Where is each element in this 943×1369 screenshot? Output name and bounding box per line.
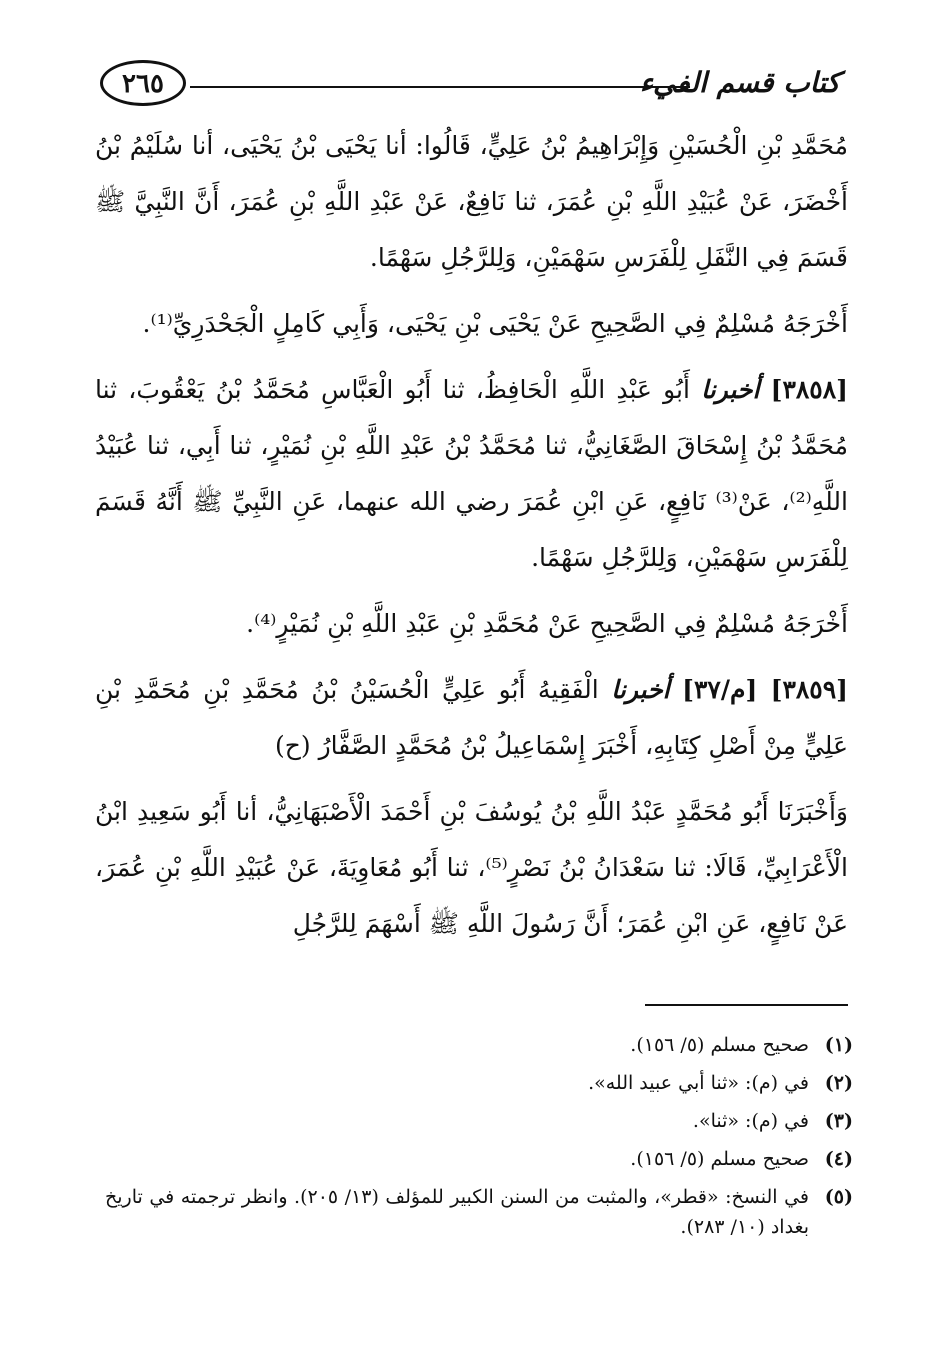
footnote-number: (٢)	[824, 1072, 853, 1094]
paragraph	[95, 596, 848, 652]
paragraph-text: الْفَقِيهُ أَبُو عَلِيٍّ الْحُسَيْنُ بْنُ مُحَمَّدِ بْنِ مُحَمَّدِ بْنِ عَلِيٍّ مِنْ أَصْلِ كِتَابِهِ، أَخْبَرَ إِسْمَاعِيلُ بْنُ مُحَمَّدٍ الصَّفَّارُ (ح)	[95, 675, 848, 760]
hadith-paragraph	[95, 662, 848, 774]
paragraph	[95, 296, 848, 352]
footnote	[105, 1144, 853, 1174]
hadith-number: [٣٨٥٩] [م/٣٧]	[682, 675, 848, 704]
footnote-text: صحيح مسلم (٥/ ١٥٦).	[630, 1034, 809, 1056]
footnote-number: (١)	[824, 1034, 853, 1056]
hadith-paragraph	[95, 362, 848, 586]
header-rule	[190, 86, 690, 88]
akhbarana-keyword: أخبرنا	[611, 675, 670, 704]
footnote-text: في (م): «ثنا».	[692, 1110, 809, 1132]
footnote	[105, 1106, 853, 1136]
paragraph	[95, 784, 848, 952]
footnote-text: في النسخ: «قطر»، والمثبت من السنن الكبير للمؤلف (١٣/ ٢٠٥). وانظر ترجمته في تاريخ بغداد (١٠/ ٢٨٣).	[105, 1186, 809, 1238]
paragraph-text: أَخْرَجَهُ مُسْلِمٌ فِي الصَّحِيحِ عَنْ مُحَمَّدِ بْنِ عَبْدِ اللَّهِ بْنِ نُمَيْرٍ⁽⁴⁾.	[246, 609, 848, 638]
footnote	[105, 1030, 853, 1060]
akhbarana-keyword: أخبرنا	[701, 375, 760, 404]
footnote-rule	[645, 1004, 848, 1006]
page-number: ٢٦٥	[100, 60, 186, 106]
footnote-text: في (م): «ثنا أبي عبيد الله».	[588, 1072, 809, 1094]
paragraph-text: وَأَخْبَرَنَا أَبُو مُحَمَّدٍ عَبْدُ اللَّهِ بْنُ يُوسُفَ بْنِ أَحْمَدَ الْأَصْبَهَانِيُّ، أنا أَبُو سَعِيدِ ابْنُ الْأَعْرَابِيِّ، قَالَا: ثنا سَعْدَانُ بْنُ نَصْرٍ⁽⁵⁾، ثنا أَبُو مُعَاوِيَةَ، عَنْ عُبَيْدِ اللَّهِ بْنِ عُمَرَ، عَنْ نَافِعٍ، عَنِ ابْنِ عُمَرَ؛ أَنَّ رَسُولَ اللَّهِ ﷺ أَسْهَمَ لِلرَّجُلِ	[95, 797, 848, 938]
paragraph	[95, 118, 848, 286]
main-text	[95, 118, 848, 962]
paragraph-text: مُحَمَّدِ بْنِ الْحُسَيْنِ وَإِبْرَاهِيمُ بْنُ عَلِيٍّ، قَالُوا: أنا يَحْيَى بْنُ يَحْيَى، أنا سُلَيْمُ بْنُ أَخْضَرَ، عَنْ عُبَيْدِ اللَّهِ بْنِ عُمَرَ، ثنا نَافِعٌ، عَنْ عَبْدِ اللَّهِ بْنِ عُمَرَ، أَنَّ النَّبِيَّ ﷺ قَسَمَ فِي النَّفَلِ لِلْفَرَسِ سَهْمَيْنِ، وَلِلرَّجُلِ سَهْمًا.	[95, 131, 848, 272]
footnotes	[105, 1030, 853, 1250]
footnote-number: (٥)	[824, 1186, 853, 1208]
hadith-number: [٣٨٥٨]	[770, 375, 849, 404]
paragraph-text: أَبُو عَبْدِ اللَّهِ الْحَافِظُ، ثنا أَبُو الْعَبَّاسِ مُحَمَّدُ بْنُ يَعْقُوبَ، ثنا مُحَمَّدُ بْنُ إِسْحَاقَ الصَّغَانِيُّ، ثنا مُحَمَّدُ بْنُ عَبْدِ اللَّهِ بْنِ نُمَيْرٍ، ثنا أَبِي، ثنا عُبَيْدُ اللَّهِ⁽²⁾، عَنْ⁽³⁾ نَافِعٍ، عَنِ ابْنِ عُمَرَ رضي الله عنهما، عَنِ النَّبِيِّ ﷺ أَنَّهُ قَسَمَ لِلْفَرَسِ سَهْمَيْنِ، وَلِلرَّجُلِ سَهْمًا.	[95, 375, 848, 572]
footnote-number: (٣)	[824, 1110, 853, 1132]
footnote	[105, 1182, 853, 1242]
footnote-text: صحيح مسلم (٥/ ١٥٦).	[630, 1148, 809, 1170]
page-header	[100, 60, 840, 108]
footnote-number: (٤)	[824, 1148, 853, 1170]
footnote	[105, 1068, 853, 1098]
chapter-title: كتاب قسم الفيء	[639, 66, 840, 99]
paragraph-text: أَخْرَجَهُ مُسْلِمٌ فِي الصَّحِيحِ عَنْ يَحْيَى بْنِ يَحْيَى، وَأَبِي كَامِلٍ الْجَحْدَرِيِّ⁽¹⁾.	[142, 309, 848, 338]
